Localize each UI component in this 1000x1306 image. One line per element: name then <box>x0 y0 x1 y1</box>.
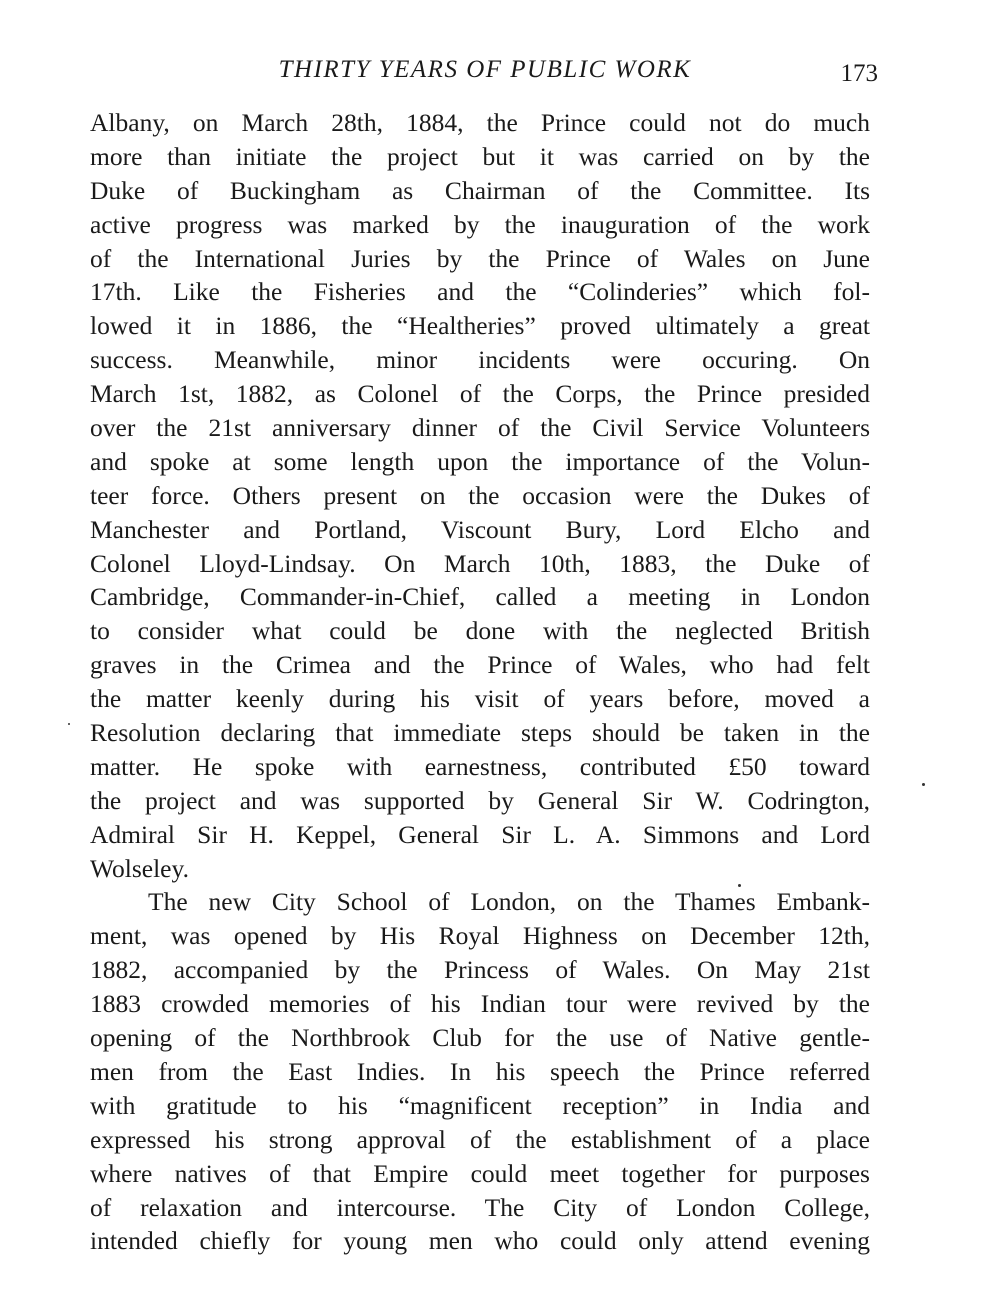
text-line: Cambridge, Commander-in-Chief, called a meeting in London <box>90 582 870 612</box>
text-line: opening of the Northbrook Club for the use of Native gentle- <box>90 1023 870 1053</box>
scan-speck <box>738 884 741 887</box>
text-line-paragraph-start: The new City School of London, on the Thames Embank- <box>148 887 870 917</box>
text-line: teer force. Others present on the occasion were the Dukes of <box>90 480 870 510</box>
text-line: Albany, on March 28th, 1884, the Prince could not do much <box>90 108 870 137</box>
text-line: matter. He spoke with earnestness, contributed £50 toward <box>90 751 870 781</box>
running-title: THIRTY YEARS OF PUBLIC WORK <box>278 56 692 83</box>
text-line: expressed his strong approval of the establishment of a place <box>90 1124 870 1154</box>
text-line: more than initiate the project but it was carried on by the <box>90 141 870 171</box>
text-line: over the 21st anniversary dinner of the Civil Service Volunteers <box>90 413 870 443</box>
text-line: the matter keenly during his visit of years before, moved a <box>90 684 870 714</box>
scan-speck <box>68 723 70 725</box>
text-line: of relaxation and intercourse. The City of London College, <box>90 1192 870 1222</box>
text-line: where natives of that Empire could meet together for purposes <box>90 1158 870 1188</box>
text-line: Resolution declaring that immediate steps should be taken in the <box>90 718 870 748</box>
running-head <box>90 52 880 88</box>
text-line: Admiral Sir H. Keppel, General Sir L. A. Simmons and Lord <box>90 819 870 849</box>
text-line: 1882, accompanied by the Princess of Wales. On May 21st <box>90 955 870 985</box>
text-line: Colonel Lloyd-Lindsay. On March 10th, 1883, the Duke of <box>90 548 870 578</box>
text-line: March 1st, 1882, as Colonel of the Corps, the Prince presided <box>90 379 870 409</box>
text-line: to consider what could be done with the neglected British <box>90 616 870 646</box>
text-line: intended chiefly for young men who could only attend evening <box>90 1226 870 1256</box>
page-number: 173 <box>840 60 878 87</box>
text-line: the project and was supported by General Sir W. Codrington, <box>90 785 870 815</box>
text-line: lowed it in 1886, the “Healtheries” proved ultimately a great <box>90 311 870 341</box>
text-line: ment, was opened by His Royal Highness on December 12th, <box>90 921 870 951</box>
text-line: active progress was marked by the inauguration of the work <box>90 209 870 239</box>
text-line: and spoke at some length upon the importance of the Volun- <box>90 446 870 476</box>
scan-speck <box>922 783 925 786</box>
text-line: Manchester and Portland, Viscount Bury, Lord Elcho and <box>90 514 870 544</box>
body-text <box>90 106 870 1258</box>
text-line: men from the East Indies. In his speech the Prince referred <box>90 1056 870 1086</box>
text-line: 1883 crowded memories of his Indian tour were revived by the <box>90 989 870 1019</box>
text-line: graves in the Crimea and the Prince of Wales, who had felt <box>90 650 870 680</box>
text-line-paragraph-end: Wolseley. <box>90 853 189 883</box>
text-line: 17th. Like the Fisheries and the “Colinderies” which fol- <box>90 277 870 307</box>
text-line: Duke of Buckingham as Chairman of the Committee. Its <box>90 175 870 205</box>
text-line: success. Meanwhile, minor incidents were occuring. On <box>90 345 870 375</box>
text-line: of the International Juries by the Prince of Wales on June <box>90 243 870 273</box>
text-line: with gratitude to his “magnificent reception” in India and <box>90 1090 870 1120</box>
